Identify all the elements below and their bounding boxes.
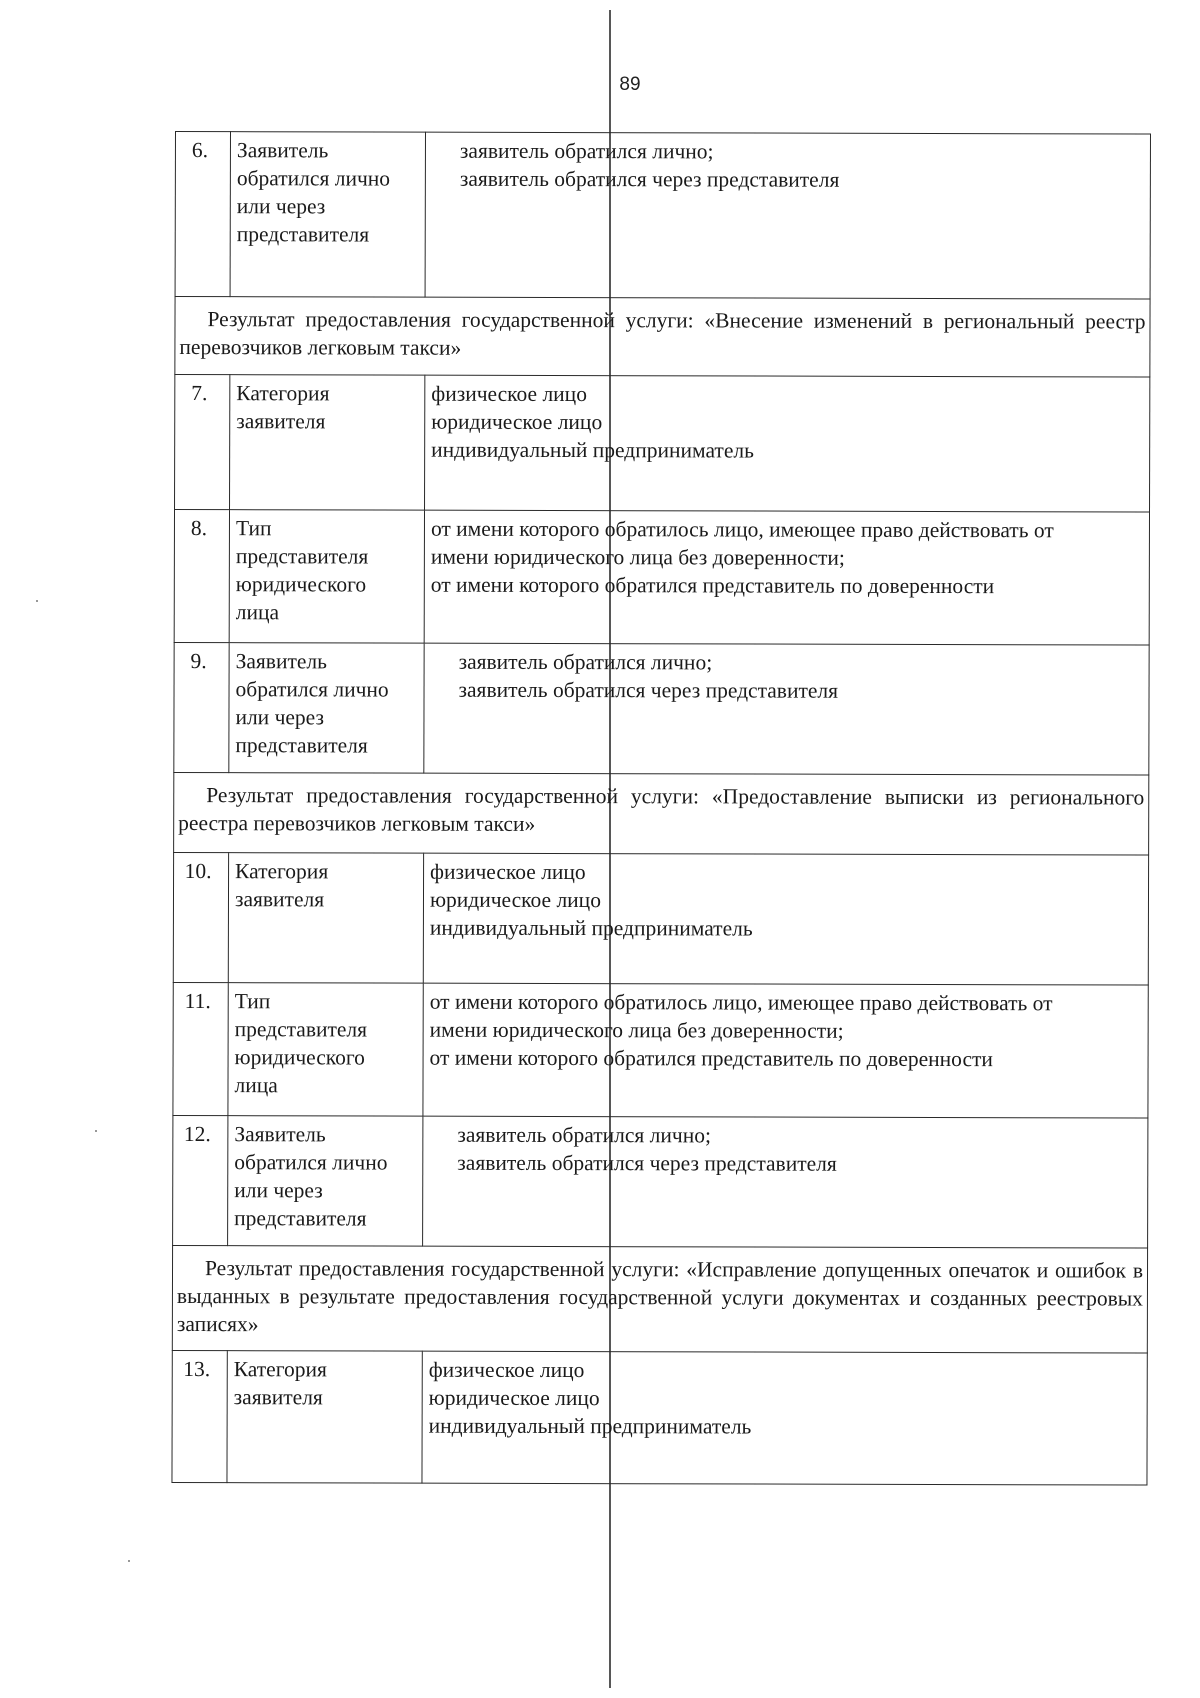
applicant-variants-table — [171, 131, 1151, 1486]
criterion-text: обратился лично — [234, 1150, 388, 1175]
criterion-text: заявителя — [236, 409, 326, 434]
values-cell — [424, 510, 1149, 645]
table-row — [175, 375, 1150, 513]
row-number: 10. — [173, 852, 228, 982]
value-text: от имени которого обратилось лицо, имеющее право действовать от — [429, 989, 1053, 1016]
table-row — [174, 642, 1149, 775]
criterion-text: представителя — [236, 222, 370, 247]
criterion-text: Тип — [235, 516, 272, 541]
criterion-text: заявителя — [234, 887, 325, 912]
criterion-text: юридического — [235, 572, 367, 597]
criterion-text: лица — [235, 600, 280, 625]
criterion-cell — [230, 132, 425, 298]
section-heading-row — [175, 297, 1150, 378]
criterion-text: юридического — [234, 1045, 365, 1070]
criterion-text: Заявитель — [234, 1122, 326, 1147]
section-heading: Результат предоставления государственной услуги: «Исправление допущенных опечаток и ошибок в выданных в результате предоставления государственной услуги документах и созданных реестровых записях» — [172, 1245, 1147, 1353]
row-number: 12. — [173, 1115, 228, 1245]
table-body — [172, 132, 1151, 1486]
criterion-text: или через — [236, 194, 326, 219]
value-text: заявитель обратился через представителя — [457, 1150, 837, 1176]
criterion-text: представителя — [235, 733, 368, 758]
scan-speck — [128, 1560, 130, 1562]
criterion-cell — [228, 983, 423, 1117]
section-heading: Результат предоставления государственной услуги: «Предоставление выписки из регионального реестра перевозчиков легковым такси» — [174, 772, 1149, 855]
value-text: от имени которого обратился представитель по доверенности — [430, 572, 995, 599]
values-cell — [422, 1351, 1147, 1485]
row-number: 6. — [175, 132, 230, 297]
section-heading: Результат предоставления государственной услуги: «Внесение изменений в региональный реестр перевозчиков легковым такси» — [175, 297, 1150, 378]
value-text: от имени которого обратился представитель по доверенности — [429, 1045, 993, 1072]
value-text: физическое лицо — [430, 859, 586, 885]
value-text: индивидуальный предприниматель — [428, 1413, 752, 1439]
criterion-cell — [229, 643, 424, 774]
values-cell — [425, 375, 1150, 512]
criterion-text: представителя — [234, 1206, 367, 1231]
table-row — [173, 1115, 1148, 1248]
table-row — [172, 1350, 1147, 1485]
row-number: 7. — [175, 375, 230, 510]
value-text: заявитель обратился лично; — [457, 1122, 711, 1148]
criterion-text: Категория — [236, 381, 330, 406]
values-cell — [423, 983, 1148, 1118]
row-number: 9. — [174, 642, 229, 772]
criterion-text: Тип — [234, 989, 271, 1014]
value-text: имени юридического лица без доверенности; — [430, 544, 845, 570]
value-text: индивидуальный предприниматель — [429, 915, 753, 941]
criterion-text: Категория — [235, 859, 329, 884]
values-cell — [423, 1116, 1148, 1248]
criterion-cell — [228, 1116, 423, 1247]
table-row — [175, 132, 1150, 300]
criterion-cell — [229, 510, 424, 644]
value-text: физическое лицо — [431, 381, 588, 407]
criterion-text: Категория — [233, 1357, 327, 1382]
criterion-text: или через — [235, 705, 325, 730]
value-text: заявитель обратился лично; — [458, 649, 713, 675]
criterion-text: заявителя — [233, 1385, 323, 1410]
scan-speck — [95, 1130, 97, 1132]
criterion-cell — [230, 375, 425, 511]
value-text: индивидуальный предприниматель — [431, 437, 754, 463]
criterion-text: лица — [234, 1073, 278, 1098]
values-cell — [425, 132, 1150, 299]
table-row — [174, 510, 1149, 646]
section-heading-row — [172, 1245, 1147, 1353]
value-text: физическое лицо — [428, 1357, 585, 1383]
scan-speck — [36, 600, 38, 602]
criterion-text: Заявитель — [236, 138, 329, 163]
criterion-text: представителя — [235, 544, 369, 569]
value-text: заявитель обратился через представителя — [459, 166, 840, 192]
row-number: 11. — [173, 982, 228, 1115]
value-text: от имени которого обратилось лицо, имеющее право действовать от — [430, 516, 1054, 543]
value-text: юридическое лицо — [431, 409, 603, 435]
table-row — [173, 982, 1148, 1118]
section-heading-row — [174, 772, 1149, 855]
criterion-text: Заявитель — [235, 649, 327, 674]
row-number: 8. — [174, 510, 229, 643]
values-cell — [424, 643, 1149, 775]
criterion-cell — [227, 1351, 422, 1484]
row-number: 13. — [172, 1350, 227, 1482]
criterion-text: обратился лично — [236, 166, 391, 191]
values-cell — [423, 853, 1148, 985]
criterion-text: обратился лично — [235, 677, 389, 702]
value-text: заявитель обратился лично; — [459, 138, 714, 164]
value-text: юридическое лицо — [428, 1385, 600, 1411]
value-text: юридическое лицо — [429, 887, 602, 913]
criterion-cell — [228, 853, 423, 984]
value-text: заявитель обратился через представителя — [458, 677, 839, 703]
page-number: 89 — [619, 74, 641, 95]
criterion-text: представителя — [234, 1017, 368, 1042]
criterion-text: или через — [234, 1178, 323, 1203]
table-row — [173, 852, 1148, 985]
value-text: имени юридического лица без доверенности; — [429, 1017, 844, 1043]
